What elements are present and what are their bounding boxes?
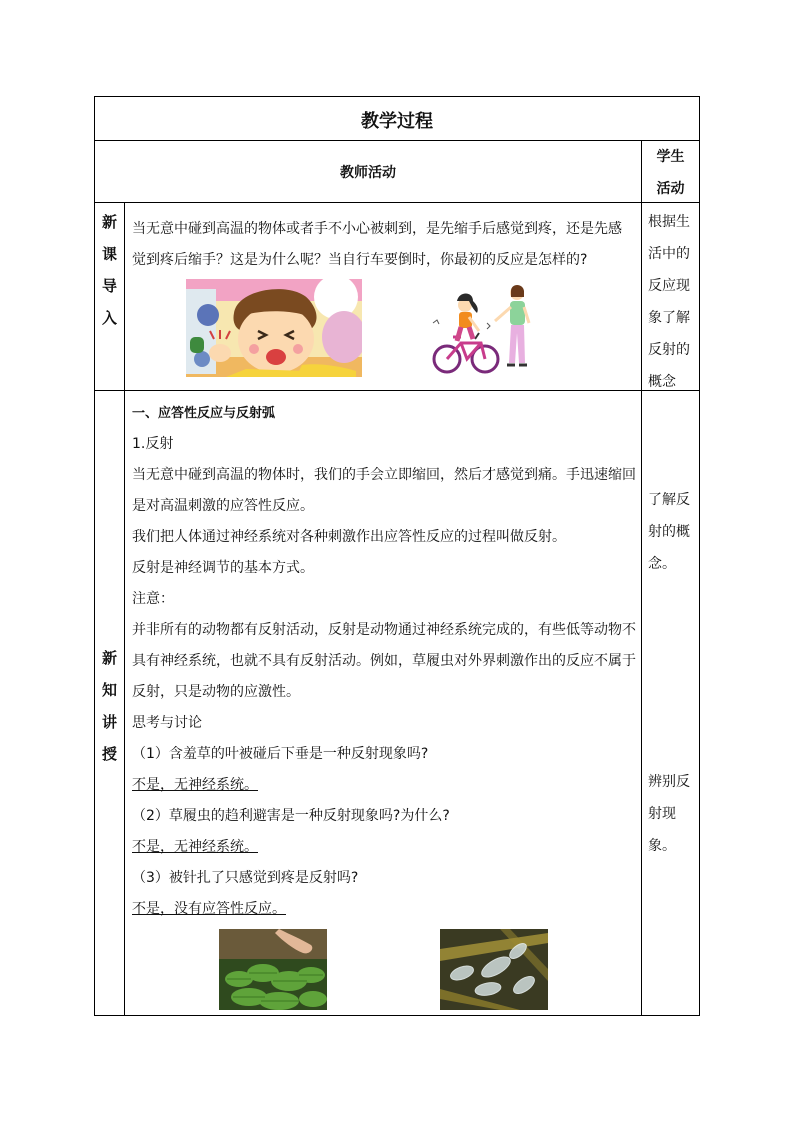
section-label-intro: 新 课 导 入 [101,213,117,327]
girl-on-bicycle-image [425,279,549,377]
table-border-bottom [94,1015,700,1016]
table-line-section [94,390,700,391]
answer-1: 不是，无神经系统。 [132,777,258,793]
new-knowledge-text: 一、应答性反应与反射弧 1.反射 当无意中碰到高温的物体时，我们的手会立即缩回，然后才感觉到痛。手迅速缩回 是对高温刺激的应答性反应。 我们把人体通过神经系统对各种刺激作出应答性反应的过程叫做反射。 反射是神经调节的基本方式。 注意： 并非所有的动物都有反射活动，反射是动物通过神经系统完成的，有些低等动物不 具有神经系统，也就不具有反射活动。例如，草履虫对外界刺激作出的反应不属于 反射，只是动物的应激性。 思考与讨论 （1）含羞草的叶被碰后下垂是一种反射现象吗? 不是，无神经系统。 （2）草履虫的趋利避害是一种反射现象吗?为什么? 不是，无神经系统。 （3）被针扎了只感觉到疼是反射吗? 不是，没有应答性反应。 [132,398,637,925]
student-activity-distinguish: 辨别反 射现 象。 [648,774,690,854]
table-col-label [124,202,125,1016]
student-activity-concept: 了解反 射的概 念。 [648,492,690,572]
cartoon-boy-hurt-hand-image [186,279,362,377]
section-label-new-knowledge: 新 知 讲 授 [101,649,117,763]
table-border-top [94,96,700,97]
table-title: 教学过程 [361,111,433,132]
table-border-right [699,96,700,1016]
table-line-title [94,140,700,141]
header-student-activity-line2: 活动 [656,181,685,197]
answer-3: 不是，没有应答性反应。 [132,901,286,917]
student-activity-intro: 根据生 活中的 反应现 象了解 反射的 概念 [648,214,690,390]
table-col-student [641,140,642,1016]
table-line-header [94,202,700,203]
intro-text: 当无意中碰到高温的物体或者手不小心被刺到，是先缩手后感觉到疼，还是先感 觉到疼后缩手？这是为什么呢？当自行车要倒时，你最初的反应是怎样的? [132,221,622,268]
header-student-activity-line1: 学生 [656,149,685,165]
mimosa-plant-image [219,929,327,1010]
answer-2: 不是，无神经系统。 [132,839,258,855]
section-heading: 一、应答性反应与反射弧 [132,406,276,421]
paramecium-image [440,929,548,1010]
header-teacher-activity: 教师活动 [340,165,396,181]
